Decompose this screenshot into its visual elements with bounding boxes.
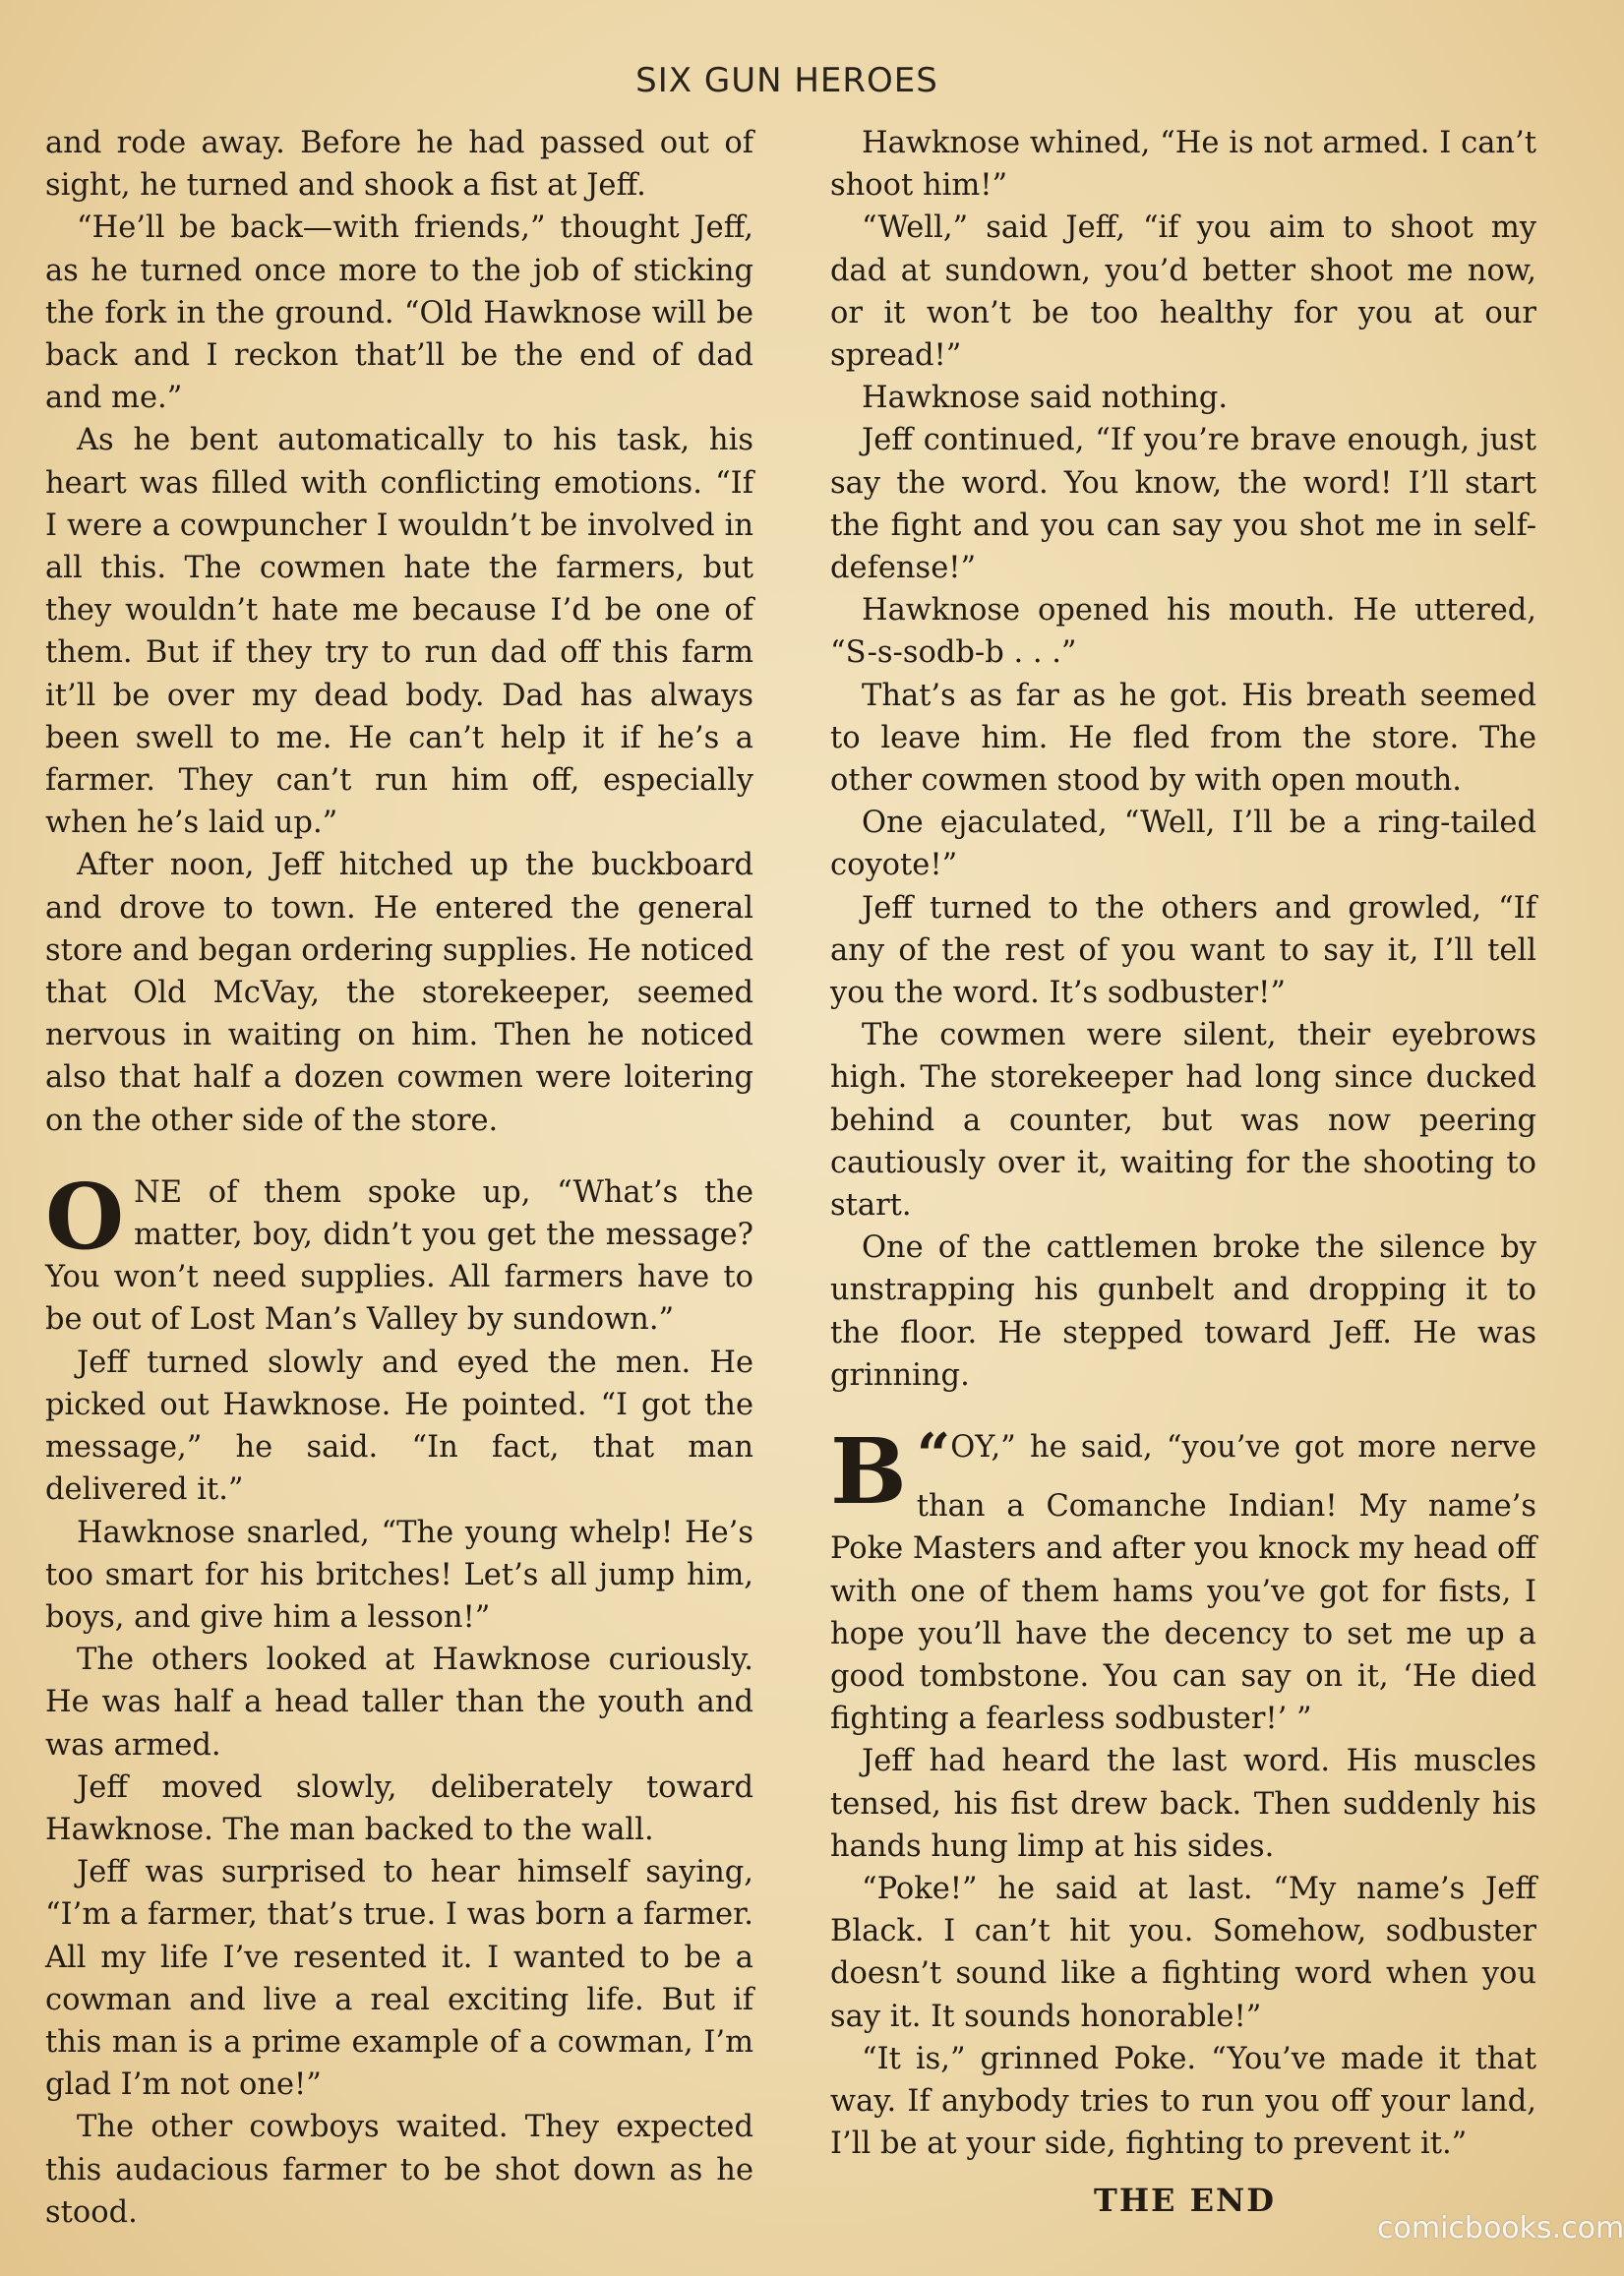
paragraph-text: NE of them spoke up, “What’s the matter, boy, didn’t you get the message? You won’t need supplies. All farmers have to be out of Lost Man’s Valley by sundown.”	[45, 1174, 753, 1338]
paragraph	[45, 844, 753, 1141]
paragraph-text: One ejaculated, “Well, I’ll be a ring-tailed coyote!”	[830, 806, 1536, 883]
paragraph-text: “He’ll be back—with friends,” thought Jeff, as he turned once more to the job of sticking the fork in the ground. “Old Hawknose will be back and I reckon that’ll be the end of dad and me.”	[45, 210, 753, 416]
paragraph-text: The others looked at Hawknose curiously. He was half a head taller than the youth and was armed.	[45, 1643, 753, 1763]
paragraph-text: Jeff continued, “If you’re brave enough, just say the word. You know, the word! I’ll start the fight and you can say you shot me in self-defense!”	[830, 423, 1536, 586]
paragraph	[45, 1512, 753, 1640]
paragraph	[45, 122, 753, 207]
watermark: comicbooks.com	[1377, 2211, 1624, 2246]
paragraph	[45, 1342, 753, 1512]
paragraph	[45, 1851, 753, 2106]
left-column	[45, 122, 753, 2234]
paragraph	[830, 887, 1536, 1015]
paragraph-text: Jeff was surprised to hear himself saying, “I’m a farmer, that’s true. I was born a farmer. All my life I’ve resented it. I wanted to be a cowman and live a real exciting life. But if this man is a prime example of a cowman, I’m glad I’m not one!”	[45, 1855, 753, 2103]
paragraph	[830, 1868, 1536, 2038]
paragraph-text: Jeff had heard the last word. His muscles tensed, his fist drew back. Then suddenly his hands hung limp at his sides.	[830, 1744, 1536, 1864]
paragraph-text: “Well,” said Jeff, “if you aim to shoot my dad at sundown, you’d better shoot me now, or it won’t be too healthy for you at our spread!”	[830, 210, 1536, 374]
the-end-label: THE END	[1094, 2182, 1276, 2219]
paragraph-text: After noon, Jeff hitched up the buckboard and drove to town. He entered the general store and began ordering supplies. He noticed that Old McVay, the storekeeper, seemed nervous in waiting on him. Then he noticed also that half a dozen cowmen were loitering on the other side of the store.	[45, 848, 753, 1138]
paragraph-text: “It is,” grinned Poke. “You’ve made it that way. If anybody tries to run you off your land, I’ll be at your side, fighting to prevent it.”	[830, 2041, 1536, 2162]
paragraph-text: “Poke!” he said at last. “My name’s Jeff Black. I can’t hit you. Somehow, sodbuster doesn’t sound like a fighting word when you say it. It sounds honorable!”	[830, 1871, 1536, 2034]
drop-cap: B	[830, 1418, 907, 1526]
paragraph	[830, 2038, 1536, 2166]
drop-cap: O	[45, 1163, 125, 1270]
paragraph-text: As he bent automatically to his task, his heart was filled with conflicting emotions. “If I were a cowpuncher I wouldn’t be involved in all this. The cowmen hate the farmers, but they wouldn’t hate me because I’d be one of them. But if they try to run dad off this farm it’ll be over my dead body. Dad has always been swell to me. He can’t help it if he’s a farmer. They can’t run him off, especially when he’s laid up.”	[45, 423, 753, 841]
paragraph	[830, 1227, 1536, 1397]
paragraph	[830, 377, 1536, 419]
paragraph	[830, 122, 1536, 207]
paragraph-text: Jeff turned to the others and growled, “If any of the rest of you want to say it, I’ll tell you the word. It’s sodbuster!”	[830, 890, 1536, 1011]
paragraph	[45, 207, 753, 419]
right-column	[830, 122, 1536, 2165]
paragraph-text: Jeff turned slowly and eyed the men. He picked out Hawknose. He pointed. “I got the message,” he said. “In fact, that man delivered it.”	[45, 1345, 753, 1508]
paragraph	[830, 1740, 1536, 1868]
paragraph-text: The cowmen were silent, their eyebrows high. The storekeeper had long since ducked behind a counter, but was now peering cautiously over it, waiting for the shooting to start.	[830, 1018, 1536, 1224]
paragraph	[45, 1639, 753, 1767]
open-quote-mark: “	[916, 1421, 951, 1491]
paragraph-text: Hawknose opened his mouth. He uttered, “S-s-sodb-b . . .”	[830, 593, 1536, 671]
paragraph-text: Hawknose said nothing.	[862, 381, 1229, 416]
paragraph	[45, 2106, 753, 2234]
paragraph-text: Hawknose whined, “He is not armed. I can’t shoot him!”	[830, 126, 1536, 204]
paragraph	[45, 1163, 753, 1342]
paragraph	[45, 1767, 753, 1851]
paragraph-text: The other cowboys waited. They expected this audacious farmer to be shot down as he stood.	[45, 2110, 753, 2230]
paragraph	[45, 419, 753, 844]
paragraph	[830, 419, 1536, 589]
paragraph-text: OY,” he said, “you’ve got more nerve than a Comanche Indian! My name’s Poke Masters and after you knock my head off with one of them hams you’ve got for fists, I hope you’ll have the decency to set me up a good tombstone. You can say on it, ‘He died fighting a fearless sodbuster!’ ”	[830, 1430, 1536, 1737]
paragraph	[830, 589, 1536, 674]
paragraph	[830, 1014, 1536, 1227]
page-title: SIX GUN HEROES	[635, 61, 938, 100]
paragraph-text: Hawknose snarled, “The young whelp! He’s too smart for his britches! Let’s all jump him, boys, and give him a lesson!”	[45, 1515, 753, 1635]
paragraph-text: and rode away. Before he had passed out of sight, he turned and shook a fist at Jeff.	[45, 126, 753, 204]
paragraph	[830, 1418, 1536, 1740]
paragraph-text: Jeff moved slowly, deliberately toward Hawknose. The man backed to the wall.	[45, 1769, 753, 1847]
paragraph	[830, 675, 1536, 803]
paragraph-text: That’s as far as he got. His breath seemed to leave him. He fled from the store. The other cowmen stood by with open mouth.	[830, 678, 1536, 799]
paragraph	[830, 207, 1536, 377]
paragraph	[830, 802, 1536, 886]
paragraph-text: One of the cattlemen broke the silence by unstrapping his gunbelt and dropping it to the floor. He stepped toward Jeff. He was grinning.	[830, 1230, 1536, 1393]
